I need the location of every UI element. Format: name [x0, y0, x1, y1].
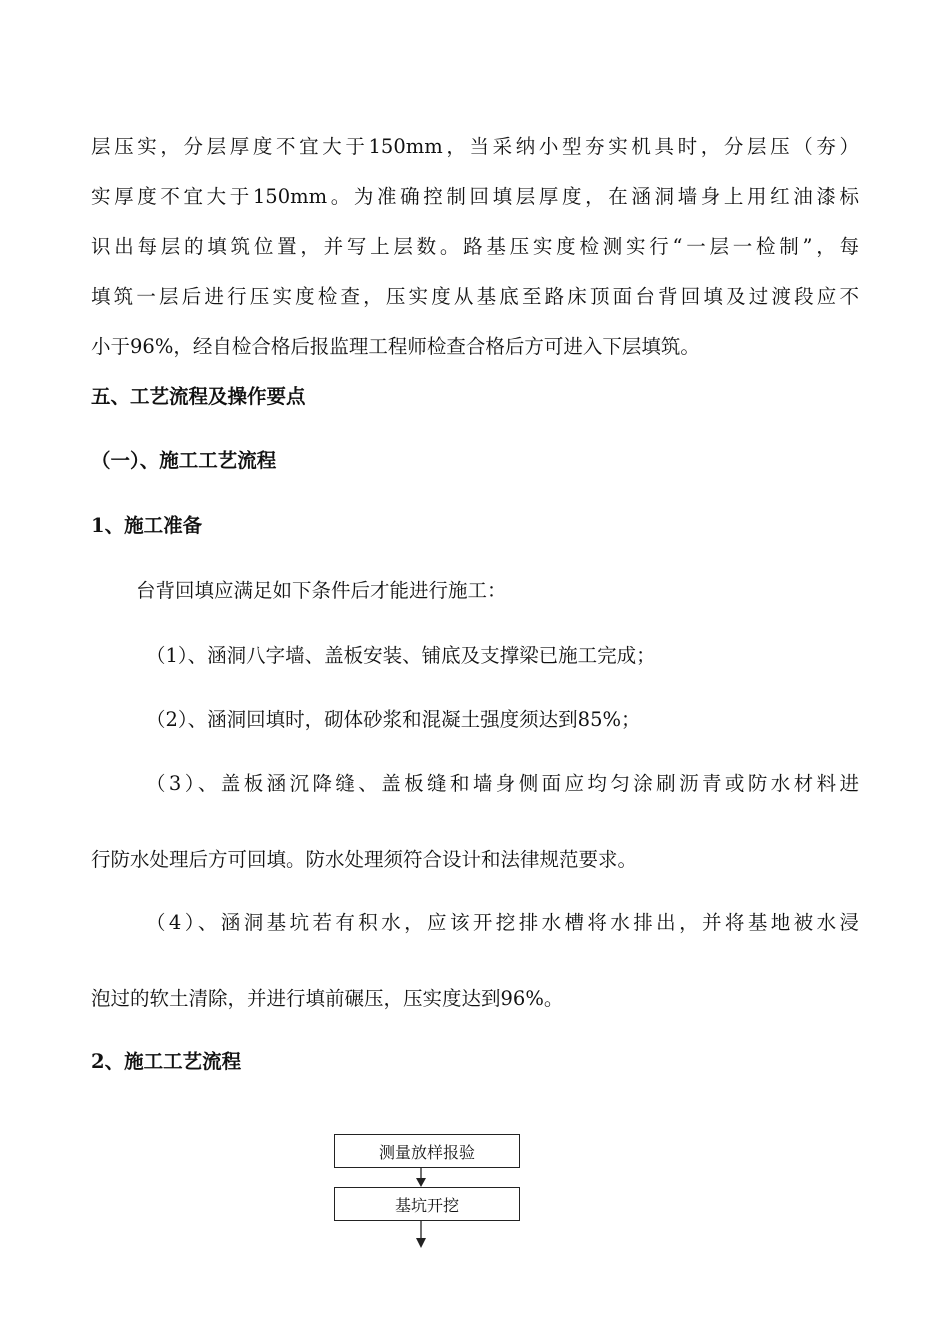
paragraph-line: 层压实，分层厚度不宜大于150mm，当采纳小型夯实机具时，分层压（夯）: [91, 135, 859, 158]
flowchart-step: 测量放样报验: [334, 1134, 520, 1168]
section-heading: 五、工艺流程及操作要点: [91, 385, 306, 408]
condition-line: （2）、涵洞回填时，砌体砂浆和混凝土强度须达到85%；: [146, 708, 641, 731]
condition-line: （3）、盖板涵沉降缝、盖板缝和墙身侧面应均匀涂刷沥青或防水材料进: [146, 772, 859, 795]
flowchart-step: 基坑开挖: [334, 1187, 520, 1221]
paragraph-line: 填筑一层后进行压实度检查，压实度从基底至路床顶面台背回填及过渡段应不: [91, 285, 859, 308]
item-heading: 1、施工准备: [91, 514, 203, 537]
flowchart-arrow: [416, 1221, 426, 1248]
paragraph-line: 识出每层的填筑位置，并写上层数。路基压实度检测实行“一层一检制”，每: [91, 235, 859, 258]
subsection-heading: （一）、施工工艺流程: [91, 449, 277, 472]
intro-text: 台背回填应满足如下条件后才能进行施工：: [136, 579, 507, 602]
condition-line: 行防水处理后方可回填。防水处理须符合设计和法律规范要求。: [91, 848, 638, 871]
condition-line: （1）、涵洞八字墙、盖板安装、铺底及支撑梁已施工完成；: [146, 644, 656, 667]
condition-line: 泡过的软土清除，并进行填前碾压，压实度达到96%。: [91, 987, 564, 1010]
item-heading: 2、施工工艺流程: [91, 1050, 242, 1073]
paragraph-line: 小于96%，经自检合格后报监理工程师检查合格后方可进入下层填筑。: [91, 335, 700, 358]
flowchart-arrow: [416, 1168, 426, 1187]
condition-line: （4）、涵洞基坑若有积水，应该开挖排水槽将水排出，并将基地被水浸: [146, 911, 859, 934]
paragraph-line: 实厚度不宜大于150mm。为准确控制回填层厚度，在涵洞墙身上用红油漆标: [91, 185, 859, 208]
